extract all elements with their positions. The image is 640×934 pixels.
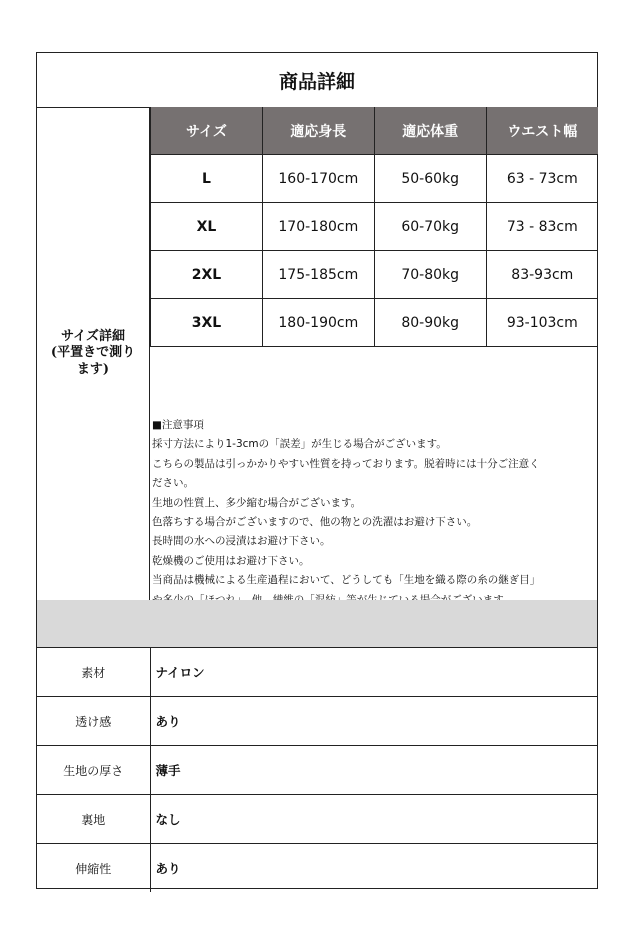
properties-table (37, 648, 597, 892)
property-name: 素材 (37, 648, 150, 697)
property-row (37, 746, 597, 795)
note-line: こちらの製品は引っかかりやすい性質を持っております。脱着時には十分ご注意く (152, 457, 540, 470)
product-detail-sheet (36, 52, 598, 889)
note-line: 採寸方法により1-3cmの「誤差」が生じる場合がございます。 (152, 438, 447, 451)
weight-cell: 50-60kg (374, 155, 486, 203)
height-cell: 170-180cm (262, 203, 374, 251)
property-value: 薄手 (150, 746, 597, 795)
note-line: 色落ちする場合がございますので、他の物との洗濯はお避け下さい。 (152, 516, 478, 529)
property-name: 透け感 (37, 697, 150, 746)
property-value: ナイロン (150, 648, 597, 697)
size-detail-label: サイズ詳細 (平置きで測り ます) (37, 107, 150, 600)
gray-divider-band (37, 600, 597, 648)
weight-cell: 60-70kg (374, 203, 486, 251)
header-height: 適応身長 (262, 107, 374, 155)
weight-cell: 80-90kg (374, 299, 486, 347)
height-cell: 160-170cm (262, 155, 374, 203)
note-line: ださい。 (152, 477, 194, 490)
waist-cell: 73 - 83cm (486, 203, 598, 251)
property-row (37, 844, 597, 893)
size-section (37, 107, 597, 601)
note-line: 生地の性質上、多少縮む場合がございます。 (152, 496, 362, 509)
note-line: 乾燥機のご使用はお避け下さい。 (152, 554, 310, 567)
size-cell: L (151, 155, 263, 203)
note-line: 当商品は機械による生産過程において、どうしても「生地を織る際の糸の継ぎ目」 (152, 574, 541, 587)
property-name: 伸縮性 (37, 844, 150, 893)
table-row (151, 203, 599, 251)
property-name: 裏地 (37, 795, 150, 844)
waist-cell: 93-103cm (486, 299, 598, 347)
size-table (150, 107, 598, 347)
size-cell: XL (151, 203, 263, 251)
waist-cell: 83-93cm (486, 251, 598, 299)
weight-cell: 70-80kg (374, 251, 486, 299)
property-row (37, 795, 597, 844)
size-table-header-row (151, 107, 599, 155)
size-cell: 2XL (151, 251, 263, 299)
property-value: あり (150, 697, 597, 746)
height-cell: 180-190cm (262, 299, 374, 347)
care-notes (150, 404, 598, 600)
notes-heading: ■注意事項 (152, 419, 204, 431)
header-size: サイズ (151, 107, 263, 155)
header-waist: ウエスト幅 (486, 107, 598, 155)
table-row (151, 251, 599, 299)
size-cell: 3XL (151, 299, 263, 347)
property-row (37, 697, 597, 746)
property-value: あり (155, 861, 181, 876)
note-line: 長時間の水への浸漬はお避け下さい。 (152, 535, 331, 548)
height-cell: 175-185cm (262, 251, 374, 299)
header-weight: 適応体重 (374, 107, 486, 155)
property-value: なし (150, 795, 597, 844)
table-row (151, 299, 599, 347)
waist-cell: 63 - 73cm (486, 155, 598, 203)
page-title: 商品詳細 (37, 53, 597, 108)
table-row (151, 155, 599, 203)
property-row (37, 648, 597, 697)
property-name: 生地の厚さ (37, 746, 150, 795)
